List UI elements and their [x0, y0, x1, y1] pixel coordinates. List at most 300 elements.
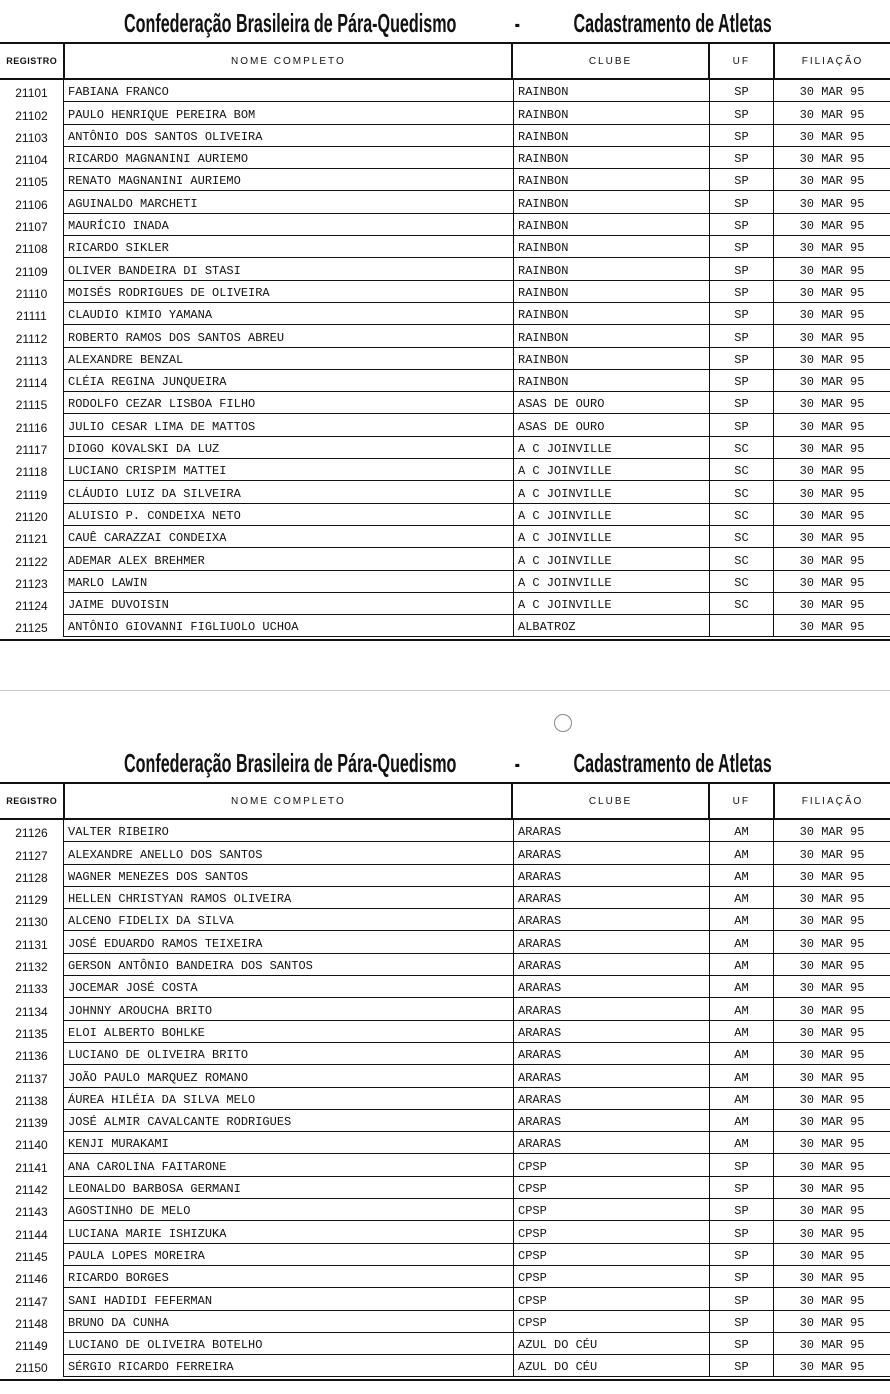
uf-cell: SP [710, 80, 774, 102]
registro-cell: 21141 [0, 1154, 64, 1176]
nome-cell: ANTÔNIO GIOVANNI FIGLIUOLO UCHOA [64, 615, 514, 637]
filiacao-cell: 30 MAR 95 [774, 1154, 890, 1176]
registro-cell: 21124 [0, 593, 64, 615]
table-row [0, 1221, 890, 1243]
uf-cell: SP [710, 1266, 774, 1288]
registro-cell: 21122 [0, 548, 64, 570]
filiacao-cell: 30 MAR 95 [774, 909, 890, 931]
sheet-1 [0, 0, 890, 641]
registro-cell: 21149 [0, 1333, 64, 1355]
table-row [0, 481, 890, 503]
table-bottom-border [0, 639, 890, 641]
registro-cell: 21135 [0, 1021, 64, 1043]
registro-cell: 21126 [0, 820, 64, 842]
clube-cell: ASAS DE OURO [514, 414, 710, 436]
registro-cell: 21114 [0, 370, 64, 392]
nome-cell: RICARDO SIKLER [64, 236, 514, 258]
registro-cell: 21123 [0, 571, 64, 593]
filiacao-cell: 30 MAR 95 [774, 459, 890, 481]
table-row [0, 370, 890, 392]
filiacao-cell: 30 MAR 95 [774, 887, 890, 909]
registro-cell: 21143 [0, 1199, 64, 1221]
clube-cell: A C JOINVILLE [514, 548, 710, 570]
filiacao-cell: 30 MAR 95 [774, 1043, 890, 1065]
clube-cell: RAINBON [514, 214, 710, 236]
registro-cell: 21147 [0, 1288, 64, 1310]
uf-cell: SC [710, 437, 774, 459]
nome-cell: LUCIANO DE OLIVEIRA BRITO [64, 1043, 514, 1065]
filiacao-cell: 30 MAR 95 [774, 281, 890, 303]
nome-cell: PAULO HENRIQUE PEREIRA BOM [64, 102, 514, 124]
registro-cell: 21137 [0, 1065, 64, 1087]
uf-cell: SP [710, 392, 774, 414]
registro-cell: 21142 [0, 1177, 64, 1199]
filiacao-cell: 30 MAR 95 [774, 976, 890, 998]
registro-cell: 21139 [0, 1110, 64, 1132]
clube-cell: RAINBON [514, 303, 710, 325]
nome-cell: SÉRGIO RICARDO FERREIRA [64, 1355, 514, 1377]
registro-cell: 21145 [0, 1244, 64, 1266]
filiacao-cell: 30 MAR 95 [774, 1355, 890, 1377]
nome-cell: JOSÉ EDUARDO RAMOS TEIXEIRA [64, 931, 514, 953]
nome-cell: JOSÉ ALMIR CAVALCANTE RODRIGUES [64, 1110, 514, 1132]
table-row [0, 842, 890, 864]
uf-cell: SP [710, 1221, 774, 1243]
nome-cell: GERSON ANTÔNIO BANDEIRA DOS SANTOS [64, 954, 514, 976]
table-row [0, 1110, 890, 1132]
filiacao-cell: 30 MAR 95 [774, 1244, 890, 1266]
filiacao-cell: 30 MAR 95 [774, 258, 890, 280]
clube-cell: ARARAS [514, 954, 710, 976]
registro-cell: 21125 [0, 615, 64, 637]
filiacao-cell: 30 MAR 95 [774, 820, 890, 842]
nome-cell: ALEXANDRE ANELLO DOS SANTOS [64, 842, 514, 864]
clube-cell: CPSP [514, 1177, 710, 1199]
nome-cell: JOÃO PAULO MARQUEZ ROMANO [64, 1065, 514, 1087]
uf-cell: SP [710, 125, 774, 147]
uf-cell: AM [710, 1132, 774, 1154]
nome-cell: ÁUREA HILÉIA DA SILVA MELO [64, 1088, 514, 1110]
uf-cell: SP [710, 236, 774, 258]
uf-cell: AM [710, 954, 774, 976]
header-nome: NOME COMPLETO [65, 784, 513, 818]
nome-cell: AGOSTINHO DE MELO [64, 1199, 514, 1221]
clube-cell: ARARAS [514, 887, 710, 909]
title-organization: Confederação Brasileira de Pára-Quedismo [124, 748, 457, 778]
clube-cell: ARARAS [514, 842, 710, 864]
registro-cell: 21130 [0, 909, 64, 931]
uf-cell: AM [710, 1088, 774, 1110]
nome-cell: OLIVER BANDEIRA DI STASI [64, 258, 514, 280]
nome-cell: JAIME DUVOISIN [64, 593, 514, 615]
table-row [0, 258, 890, 280]
clube-cell: RAINBON [514, 125, 710, 147]
table-row [0, 998, 890, 1020]
nome-cell: PAULA LOPES MOREIRA [64, 1244, 514, 1266]
table-row [0, 1043, 890, 1065]
nome-cell: CLAUDIO KIMIO YAMANA [64, 303, 514, 325]
nome-cell: ADEMAR ALEX BREHMER [64, 548, 514, 570]
registro-cell: 21121 [0, 526, 64, 548]
uf-cell: AM [710, 865, 774, 887]
sheet-title [0, 0, 890, 42]
header-registro: REGISTRO [0, 784, 65, 818]
uf-cell: SC [710, 593, 774, 615]
uf-cell: SP [710, 348, 774, 370]
uf-cell: AM [710, 887, 774, 909]
table-row [0, 1199, 890, 1221]
registro-cell: 21140 [0, 1132, 64, 1154]
clube-cell: RAINBON [514, 258, 710, 280]
clube-cell: CPSP [514, 1199, 710, 1221]
clube-cell: ARARAS [514, 1088, 710, 1110]
nome-cell: AGUINALDO MARCHETI [64, 191, 514, 213]
nome-cell: JOCEMAR JOSÉ COSTA [64, 976, 514, 998]
uf-cell: SC [710, 571, 774, 593]
filiacao-cell: 30 MAR 95 [774, 571, 890, 593]
registro-cell: 21150 [0, 1355, 64, 1377]
filiacao-cell: 30 MAR 95 [774, 526, 890, 548]
registro-cell: 21101 [0, 80, 64, 102]
table-row [0, 1177, 890, 1199]
filiacao-cell: 30 MAR 95 [774, 236, 890, 258]
uf-cell: SP [710, 414, 774, 436]
header-uf: UF [710, 44, 775, 78]
uf-cell: SP [710, 325, 774, 347]
clube-cell: ARARAS [514, 976, 710, 998]
uf-cell: SC [710, 526, 774, 548]
uf-cell: SC [710, 504, 774, 526]
clube-cell: RAINBON [514, 80, 710, 102]
filiacao-cell: 30 MAR 95 [774, 865, 890, 887]
nome-cell: KENJI MURAKAMI [64, 1132, 514, 1154]
filiacao-cell: 30 MAR 95 [774, 437, 890, 459]
uf-cell: SP [710, 370, 774, 392]
clube-cell: RAINBON [514, 325, 710, 347]
registro-cell: 21133 [0, 976, 64, 998]
clube-cell: A C JOINVILLE [514, 437, 710, 459]
uf-cell: SC [710, 459, 774, 481]
clube-cell: ARARAS [514, 865, 710, 887]
clube-cell: RAINBON [514, 169, 710, 191]
clube-cell: ARARAS [514, 998, 710, 1020]
table-row [0, 102, 890, 124]
uf-cell: SP [710, 1288, 774, 1310]
table-row [0, 348, 890, 370]
nome-cell: RENATO MAGNANINI AURIEMO [64, 169, 514, 191]
filiacao-cell: 30 MAR 95 [774, 1266, 890, 1288]
clube-cell: A C JOINVILLE [514, 526, 710, 548]
filiacao-cell: 30 MAR 95 [774, 954, 890, 976]
table-row [0, 80, 890, 102]
registro-cell: 21120 [0, 504, 64, 526]
nome-cell: CLÁUDIO LUIZ DA SILVEIRA [64, 481, 514, 503]
clube-cell: ARARAS [514, 931, 710, 953]
table-row [0, 909, 890, 931]
filiacao-cell: 30 MAR 95 [774, 1333, 890, 1355]
uf-cell: AM [710, 1065, 774, 1087]
filiacao-cell: 30 MAR 95 [774, 615, 890, 637]
title-organization: Confederação Brasileira de Pára-Quedismo [124, 8, 457, 38]
registro-cell: 21118 [0, 459, 64, 481]
filiacao-cell: 30 MAR 95 [774, 1132, 890, 1154]
table-row [0, 414, 890, 436]
filiacao-cell: 30 MAR 95 [774, 481, 890, 503]
registro-cell: 21129 [0, 887, 64, 909]
clube-cell: A C JOINVILLE [514, 571, 710, 593]
filiacao-cell: 30 MAR 95 [774, 325, 890, 347]
table-row [0, 459, 890, 481]
table-row [0, 593, 890, 615]
filiacao-cell: 30 MAR 95 [774, 191, 890, 213]
table-row [0, 1154, 890, 1176]
filiacao-cell: 30 MAR 95 [774, 348, 890, 370]
filiacao-cell: 30 MAR 95 [774, 147, 890, 169]
nome-cell: LUCIANO DE OLIVEIRA BOTELHO [64, 1333, 514, 1355]
registro-cell: 21131 [0, 931, 64, 953]
registro-cell: 21134 [0, 998, 64, 1020]
uf-cell: SP [710, 1244, 774, 1266]
nome-cell: CLÉIA REGINA JUNQUEIRA [64, 370, 514, 392]
filiacao-cell: 30 MAR 95 [774, 370, 890, 392]
table-row [0, 548, 890, 570]
title-document-type: Cadastramento de Atletas [573, 8, 772, 38]
clube-cell: ARARAS [514, 1132, 710, 1154]
table-row [0, 931, 890, 953]
registro-cell: 21136 [0, 1043, 64, 1065]
clube-cell: CPSP [514, 1288, 710, 1310]
registro-cell: 21104 [0, 147, 64, 169]
table-row [0, 191, 890, 213]
table-row [0, 954, 890, 976]
registro-cell: 21127 [0, 842, 64, 864]
uf-cell: SP [710, 1355, 774, 1377]
nome-cell: WAGNER MENEZES DOS SANTOS [64, 865, 514, 887]
sheet-2 [0, 740, 890, 1381]
table-body [0, 820, 890, 1377]
filiacao-cell: 30 MAR 95 [774, 1021, 890, 1043]
uf-cell: SP [710, 258, 774, 280]
table-row [0, 325, 890, 347]
header-nome: NOME COMPLETO [65, 44, 513, 78]
table-row [0, 504, 890, 526]
registro-cell: 21138 [0, 1088, 64, 1110]
uf-cell: SP [710, 1333, 774, 1355]
header-filiacao: FILIAÇÃO [801, 55, 864, 67]
nome-cell: RICARDO BORGES [64, 1266, 514, 1288]
clube-cell: RAINBON [514, 370, 710, 392]
page-fold-line [0, 690, 890, 691]
table-row [0, 526, 890, 548]
table-row [0, 976, 890, 998]
table-row [0, 236, 890, 258]
header-filiacao: FILIAÇÃO [801, 795, 864, 807]
table-row [0, 1266, 890, 1288]
table-row [0, 214, 890, 236]
table-row [0, 147, 890, 169]
nome-cell: SANI HADIDI FEFERMAN [64, 1288, 514, 1310]
uf-cell: SP [710, 191, 774, 213]
filiacao-cell: 30 MAR 95 [774, 998, 890, 1020]
uf-cell: AM [710, 976, 774, 998]
nome-cell: ROBERTO RAMOS DOS SANTOS ABREU [64, 325, 514, 347]
nome-cell: MOISÉS RODRIGUES DE OLIVEIRA [64, 281, 514, 303]
clube-cell: ARARAS [514, 820, 710, 842]
clube-cell: RAINBON [514, 102, 710, 124]
registro-cell: 21103 [0, 125, 64, 147]
registro-cell: 21115 [0, 392, 64, 414]
registro-cell: 21105 [0, 169, 64, 191]
table-row [0, 887, 890, 909]
nome-cell: ALUISIO P. CONDEIXA NETO [64, 504, 514, 526]
filiacao-cell: 30 MAR 95 [774, 303, 890, 325]
filiacao-cell: 30 MAR 95 [774, 214, 890, 236]
table-row [0, 1088, 890, 1110]
filiacao-cell: 30 MAR 95 [774, 1065, 890, 1087]
nome-cell: VALTER RIBEIRO [64, 820, 514, 842]
header-uf: UF [710, 784, 775, 818]
registro-cell: 21117 [0, 437, 64, 459]
clube-cell: RAINBON [514, 147, 710, 169]
clube-cell: AZUL DO CÉU [514, 1333, 710, 1355]
table-header [0, 784, 890, 820]
clube-cell: RAINBON [514, 281, 710, 303]
nome-cell: CAUÊ CARAZZAI CONDEIXA [64, 526, 514, 548]
filiacao-cell: 30 MAR 95 [774, 125, 890, 147]
uf-cell: SP [710, 1199, 774, 1221]
nome-cell: ALCENO FIDELIX DA SILVA [64, 909, 514, 931]
title-document-type: Cadastramento de Atletas [573, 748, 772, 778]
uf-cell: AM [710, 1110, 774, 1132]
uf-cell: SP [710, 102, 774, 124]
table-row [0, 437, 890, 459]
clube-cell: CPSP [514, 1221, 710, 1243]
uf-cell: SP [710, 1154, 774, 1176]
filiacao-cell: 30 MAR 95 [774, 1110, 890, 1132]
title-separator: - [514, 8, 520, 38]
table-row [0, 1244, 890, 1266]
clube-cell: A C JOINVILLE [514, 593, 710, 615]
registro-cell: 21107 [0, 214, 64, 236]
nome-cell: ELOI ALBERTO BOHLKE [64, 1021, 514, 1043]
nome-cell: LUCIANA MARIE ISHIZUKA [64, 1221, 514, 1243]
filiacao-cell: 30 MAR 95 [774, 1199, 890, 1221]
table-row [0, 303, 890, 325]
nome-cell: ANA CAROLINA FAITARONE [64, 1154, 514, 1176]
clube-cell: CPSP [514, 1266, 710, 1288]
clube-cell: A C JOINVILLE [514, 481, 710, 503]
registro-cell: 21112 [0, 325, 64, 347]
clube-cell: A C JOINVILLE [514, 504, 710, 526]
table-row [0, 1065, 890, 1087]
nome-cell: MAURÍCIO INADA [64, 214, 514, 236]
clube-cell: ARARAS [514, 909, 710, 931]
registro-cell: 21148 [0, 1311, 64, 1333]
header-clube: CLUBE [513, 44, 709, 78]
title-separator: - [514, 748, 520, 778]
table-row [0, 1355, 890, 1377]
uf-cell: AM [710, 842, 774, 864]
filiacao-cell: 30 MAR 95 [774, 548, 890, 570]
uf-cell: SP [710, 1177, 774, 1199]
clube-cell: CPSP [514, 1154, 710, 1176]
table-header [0, 44, 890, 80]
filiacao-cell: 30 MAR 95 [774, 931, 890, 953]
nome-cell: JOHNNY AROUCHA BRITO [64, 998, 514, 1020]
uf-cell: AM [710, 998, 774, 1020]
filiacao-cell: 30 MAR 95 [774, 102, 890, 124]
filiacao-cell: 30 MAR 95 [774, 1088, 890, 1110]
registro-cell: 21113 [0, 348, 64, 370]
sheet-title [0, 740, 890, 782]
table-row [0, 1311, 890, 1333]
table-body [0, 80, 890, 637]
registro-cell: 21146 [0, 1266, 64, 1288]
table-row [0, 571, 890, 593]
table-row [0, 820, 890, 842]
nome-cell: LEONALDO BARBOSA GERMANI [64, 1177, 514, 1199]
filiacao-cell: 30 MAR 95 [774, 1177, 890, 1199]
nome-cell: ALEXANDRE BENZAL [64, 348, 514, 370]
uf-cell [710, 615, 774, 637]
clube-cell: ALBATROZ [514, 615, 710, 637]
filiacao-cell: 30 MAR 95 [774, 414, 890, 436]
punch-hole [554, 714, 572, 732]
clube-cell: ARARAS [514, 1110, 710, 1132]
table-bottom-border [0, 1379, 890, 1381]
uf-cell: SP [710, 1311, 774, 1333]
clube-cell: RAINBON [514, 191, 710, 213]
uf-cell: SC [710, 548, 774, 570]
uf-cell: AM [710, 931, 774, 953]
registro-cell: 21109 [0, 258, 64, 280]
filiacao-cell: 30 MAR 95 [774, 1221, 890, 1243]
nome-cell: BRUNO DA CUNHA [64, 1311, 514, 1333]
nome-cell: LUCIANO CRISPIM MATTEI [64, 459, 514, 481]
table-row [0, 1333, 890, 1355]
uf-cell: SP [710, 281, 774, 303]
table-row [0, 865, 890, 887]
nome-cell: HELLEN CHRISTYAN RAMOS OLIVEIRA [64, 887, 514, 909]
table-row [0, 281, 890, 303]
nome-cell: JULIO CESAR LIMA DE MATTOS [64, 414, 514, 436]
filiacao-cell: 30 MAR 95 [774, 169, 890, 191]
header-registro: REGISTRO [0, 44, 65, 78]
uf-cell: AM [710, 820, 774, 842]
nome-cell: FABIANA FRANCO [64, 80, 514, 102]
uf-cell: SP [710, 303, 774, 325]
nome-cell: MARLO LAWIN [64, 571, 514, 593]
uf-cell: AM [710, 909, 774, 931]
table-row [0, 1021, 890, 1043]
filiacao-cell: 30 MAR 95 [774, 504, 890, 526]
filiacao-cell: 30 MAR 95 [774, 1288, 890, 1310]
uf-cell: SC [710, 481, 774, 503]
uf-cell: SP [710, 169, 774, 191]
table-row [0, 615, 890, 637]
table-row [0, 125, 890, 147]
registro-cell: 21106 [0, 191, 64, 213]
nome-cell: ANTÔNIO DOS SANTOS OLIVEIRA [64, 125, 514, 147]
clube-cell: ARARAS [514, 1021, 710, 1043]
uf-cell: AM [710, 1021, 774, 1043]
clube-cell: CPSP [514, 1244, 710, 1266]
clube-cell: ASAS DE OURO [514, 392, 710, 414]
registro-cell: 21102 [0, 102, 64, 124]
clube-cell: RAINBON [514, 348, 710, 370]
registro-cell: 21111 [0, 303, 64, 325]
registro-cell: 21116 [0, 414, 64, 436]
